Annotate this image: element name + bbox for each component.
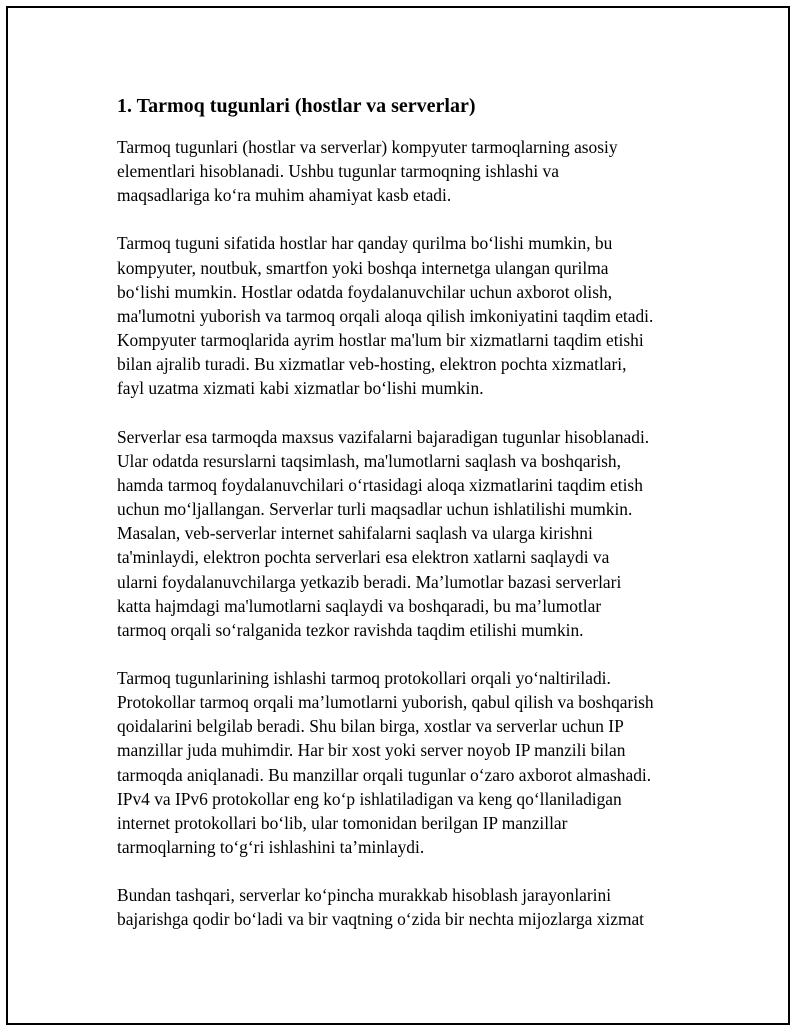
section-heading: 1. Tarmoq tugunlari (hostlar va serverlar) <box>117 95 476 117</box>
text-line: Tarmoq tugunlari (hostlar va serverlar) kompyuter tarmoqlarning asosiy <box>117 137 618 157</box>
text-line: tarmoq orqali so‘ralganida tezkor ravishda taqdim etilishi mumkin. <box>117 619 584 640</box>
text-line: internet protokollari bo‘lib, ular tomonidan berilgan IP manzillar <box>117 812 568 833</box>
text-line: maqsadlariga ko‘ra muhim ahamiyat kasb etadi. <box>117 185 452 206</box>
text-line: bilan ajralib turadi. Bu xizmatlar veb-hosting, elektron pochta xizmatlari, <box>117 354 627 375</box>
text-line: uchun mo‘ljallangan. Serverlar turli maqsadlar uchun ishlatilishi mumkin. <box>117 499 633 520</box>
paragraph-1 <box>117 135 692 207</box>
text-line: Protokollar tarmoq orqali ma’lumotlarni yuborish, qabul qilish va boshqarish <box>117 692 654 713</box>
text-line: Masalan, veb-serverlar internet sahifalarni saqlash va ularga kirishni <box>117 523 593 544</box>
text-line: elementlari hisoblanadi. Ushbu tugunlar tarmoqning ishlashi va <box>117 161 559 182</box>
text-line: kompyuter, noutbuk, smartfon yoki boshqa internetga ulangan qurilma <box>117 257 609 278</box>
document-body <box>117 94 692 956</box>
text-line: Kompyuter tarmoqlarida ayrim hostlar ma'lum bir xizmatlarni taqdim etishi <box>117 330 644 351</box>
text-line: ularni foydalanuvchilarga yetkazib beradi. Ma’lumotlar bazasi serverlari <box>117 571 622 592</box>
paragraph-5 <box>117 883 692 931</box>
text-line: qoidalarini belgilab beradi. Shu bilan birga, xostlar va serverlar uchun IP <box>117 716 624 737</box>
text-line: ta'minlaydi, elektron pochta serverlari esa elektron xatlarni saqlaydi va <box>117 547 610 568</box>
text-line: ma'lumotni yuborish va tarmoq orqali aloqa qilish imkoniyatini taqdim etadi. <box>117 305 654 326</box>
text-line: bajarishga qodir bo‘ladi va bir vaqtning o‘zida bir nechta mijozlarga xizmat <box>117 909 645 930</box>
text-line: katta hajmdagi ma'lumotlarni saqlaydi va boshqaradi, bu ma’lumotlar <box>117 595 602 616</box>
text-line: tarmoqlarning to‘g‘ri ishlashini ta’minlaydi. <box>117 837 425 858</box>
text-line: fayl uzatma xizmati kabi xizmatlar bo‘lishi mumkin. <box>117 378 484 399</box>
text-line: bo‘lishi mumkin. Hostlar odatda foydalanuvchilar uchun axborot olish, <box>117 281 613 302</box>
paragraph-2 <box>117 231 692 400</box>
text-line: Serverlar esa tarmoqda maxsus vazifalarni bajaradigan tugunlar hisoblanadi. <box>117 426 650 447</box>
text-line: Tarmoq tugunlarining ishlashi tarmoq protokollari orqali yo‘naltiriladi. <box>117 667 611 688</box>
paragraph-4 <box>117 666 692 859</box>
text-line: manzillar juda muhimdir. Har bir xost yoki server noyob IP manzili bilan <box>117 740 626 761</box>
text-line: Bundan tashqari, serverlar ko‘pincha murakkab hisoblash jarayonlarini <box>117 885 612 906</box>
text-line: tarmoqda aniqlanadi. Bu manzillar orqali tugunlar o‘zaro axborot almashadi. <box>117 764 652 785</box>
text-line: Tarmoq tuguni sifatida hostlar har qanday qurilma bo‘lishi mumkin, bu <box>117 233 613 254</box>
text-line: IPv4 va IPv6 protokollar eng ko‘p ishlatiladigan va keng qo‘llaniladigan <box>117 788 622 809</box>
text-line: Ular odatda resurslarni taqsimlash, ma'lumotlarni saqlash va boshqarish, <box>117 450 621 471</box>
paragraph-3 <box>117 425 692 642</box>
text-line: hamda tarmoq foydalanuvchilari o‘rtasidagi aloqa xizmatlarini taqdim etish <box>117 474 643 495</box>
